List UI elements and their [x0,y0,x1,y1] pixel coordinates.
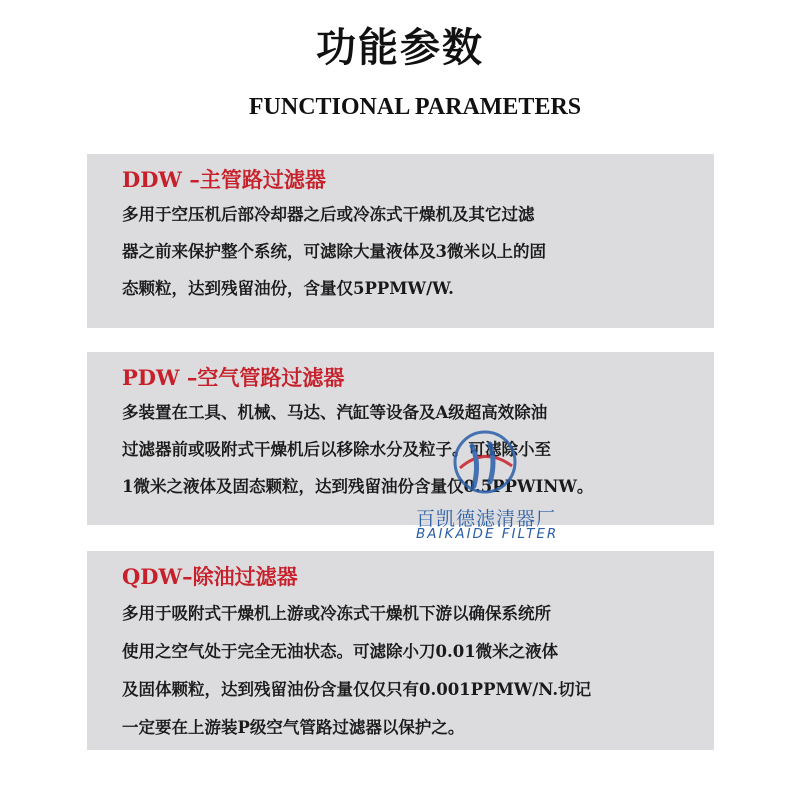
section-body [122,196,707,307]
body-line: 态颗粒，达到残留油份，含量仅5PPMW/W. [122,279,454,298]
body-line: 过滤器前或吸附式干燥机后以移除水分及粒子。可滤除小至 [122,440,551,459]
section-card-qdw [87,551,714,750]
body-line: 多用于空压机后部冷却器之后或冷冻式干燥机及其它过滤 [122,205,535,224]
section-body [122,394,707,505]
watermark-name-cn: 百凯德滤清器厂 [416,508,557,530]
body-line: 1微米之液体及固态颗粒，达到残留油份含量仅0.5PPWINW。 [122,477,594,496]
section-title: PDW –空气管路过滤器 [122,365,345,390]
body-line: 及固体颗粒，达到残留油份含量仅仅只有0.001PPMW/N.切记 [122,680,592,699]
page-title: 功能参数 [316,25,484,71]
body-line: 使用之空气处于完全无油状态。可滤除小刀0.01微米之液体 [122,642,559,661]
body-line: 多用于吸附式干燥机上游或冷冻式干燥机下游以确保系统所 [122,604,551,623]
section-body [122,595,707,747]
section-card-pdw [87,352,714,525]
section-card-ddw [87,154,714,328]
section-title: DDW –主管路过滤器 [122,167,326,192]
page-subtitle: FUNCTIONAL PARAMETERS [248,94,582,120]
watermark-name-en: BAIKAIDE FILTER [416,526,559,542]
body-line: 多装置在工具、机械、马达、汽缸等设备及A级超高效除油 [122,403,548,422]
section-title: QDW–除油过滤器 [122,564,298,589]
body-line: 一定要在上游装P级空气管路过滤器以保护之。 [122,718,465,737]
body-line: 器之前来保护整个系统，可滤除大量液体及3微米以上的固 [122,242,546,261]
